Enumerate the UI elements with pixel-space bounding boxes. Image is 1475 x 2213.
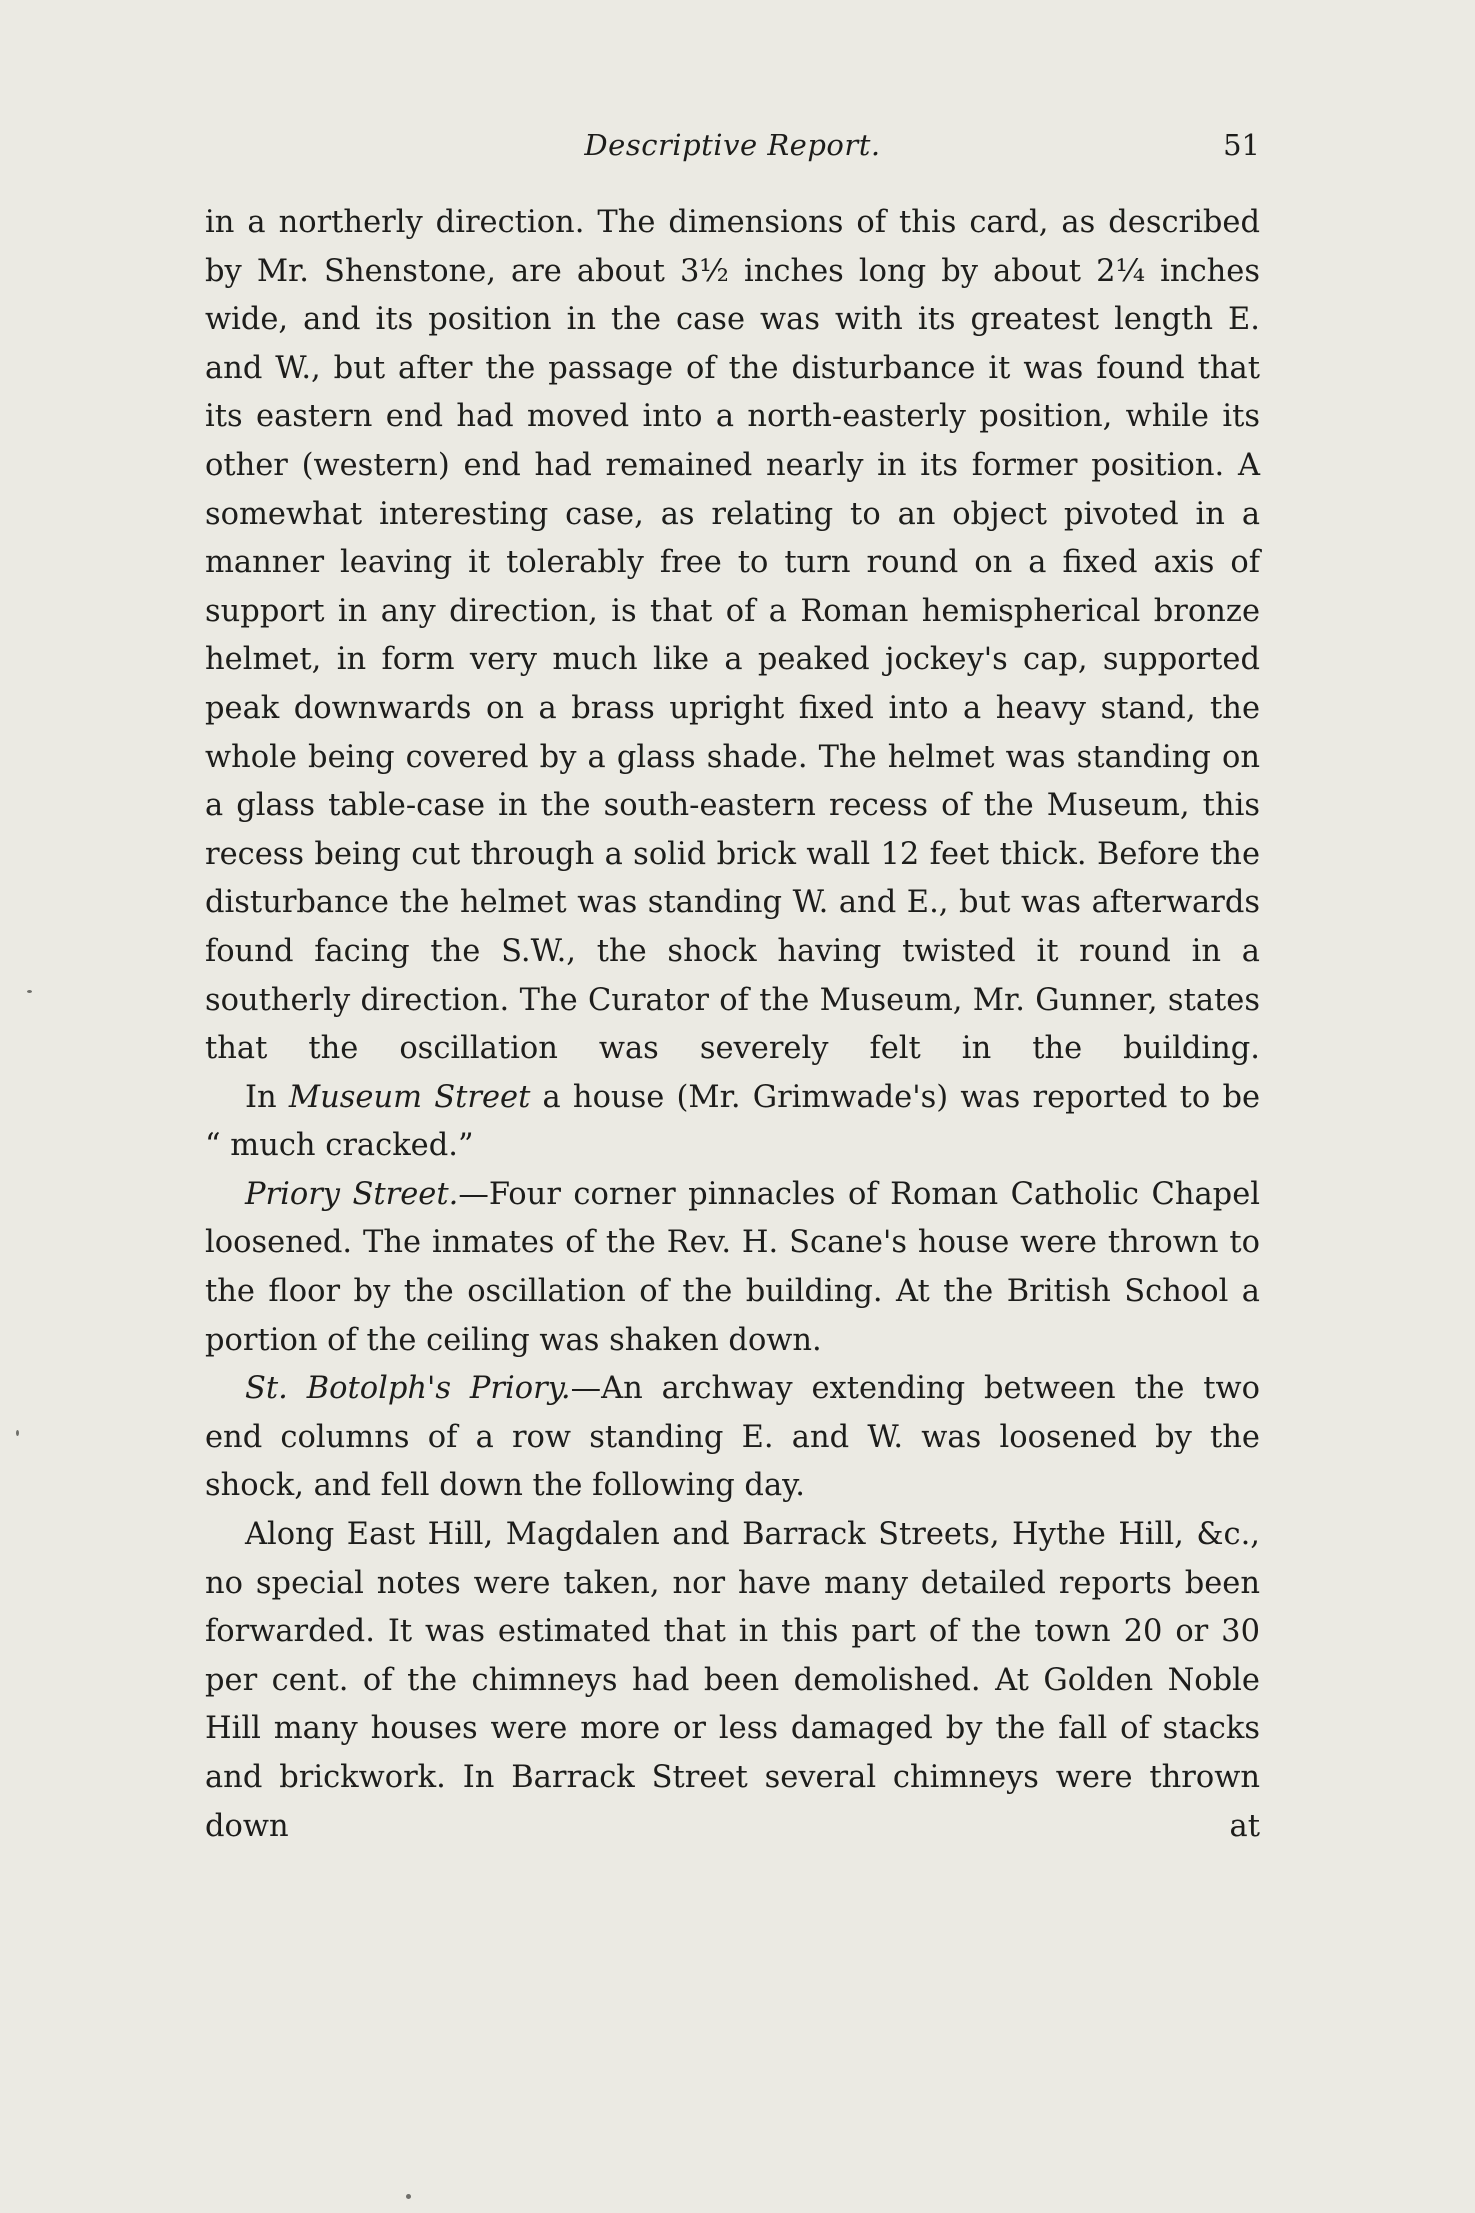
paragraph-prefix: In: [245, 1079, 289, 1115]
paragraph-continuation: [205, 199, 1260, 1074]
paragraph-text: —An archway extending between the two end columns of a row standing E. and W. was loosened by the shock, and fell down the following day.: [205, 1371, 1260, 1504]
running-header: [205, 128, 1260, 172]
street-name: Priory Street.: [245, 1176, 459, 1212]
page-number: 51: [1223, 128, 1260, 162]
paragraph-museum-street: [205, 1074, 1260, 1171]
paragraph-priory-street: [205, 1171, 1260, 1365]
running-title: Descriptive Report.: [584, 128, 881, 162]
paper-speck: [27, 990, 32, 993]
paragraph-text: in a northerly direction. The dimensions of this card, as described by Mr. Shenstone, are about 3½ inches long by about 2¼ inches wide, and its position in the case was with its greatest length E. and W., but after the passage of the disturbance it was found that its eastern end had moved into a north-easterly position, while its other (western) end had remained nearly in its former position. A somewhat interesting case, as relating to an object pivoted in a manner leaving it tolerably free to turn round on a fixed axis of support in any direction, is that of a Roman hemispherical bronze helmet, in form very much like a peaked jockey's cap, supported peak downwards on a brass upright fixed into a heavy stand, the whole being covered by a glass shade. The helmet was standing on a glass table-case in the south-eastern recess of the Museum, this recess being cut through a solid brick wall 12 feet thick. Before the disturbance the helmet was standing W. and E., but was afterwards found facing the S.W., the shock having twisted it round in a southerly direction. The Curator of the Museum, Mr. Gunner, states that the oscillation was severely felt in the building.: [205, 205, 1260, 1067]
place-name: St. Botolph's Priory.: [245, 1371, 571, 1407]
paragraph-east-hill: [205, 1511, 1260, 1851]
body-text: [205, 199, 1260, 1851]
paragraph-st-botolphs-priory: [205, 1365, 1260, 1511]
paragraph-text: a house (Mr. Grimwade's) was reported to be “ much cracked.”: [205, 1079, 1261, 1164]
paragraph-text: Along East Hill, Magdalen and Barrack Streets, Hythe Hill, &c., no special notes were taken, nor have many detailed reports been forwarded. It was estimated that in this part of the town 20 or 30 per cent. of the chimneys had been demolished. At Golden Noble Hill many houses were more or less damaged by the fall of stacks and brickwork. In Barrack Street several chimneys were thrown down at: [205, 1517, 1260, 1844]
paper-speck: [16, 1430, 19, 1436]
paper-speck: [406, 2194, 411, 2199]
street-name: Museum Street: [288, 1079, 531, 1115]
paragraph-text: —Four corner pinnacles of Roman Catholic Chapel loosened. The inmates of the Rev. H. Scane's house were thrown to the floor by the oscillation of the building. At the British School a portion of the ceiling was shaken down.: [205, 1176, 1260, 1358]
